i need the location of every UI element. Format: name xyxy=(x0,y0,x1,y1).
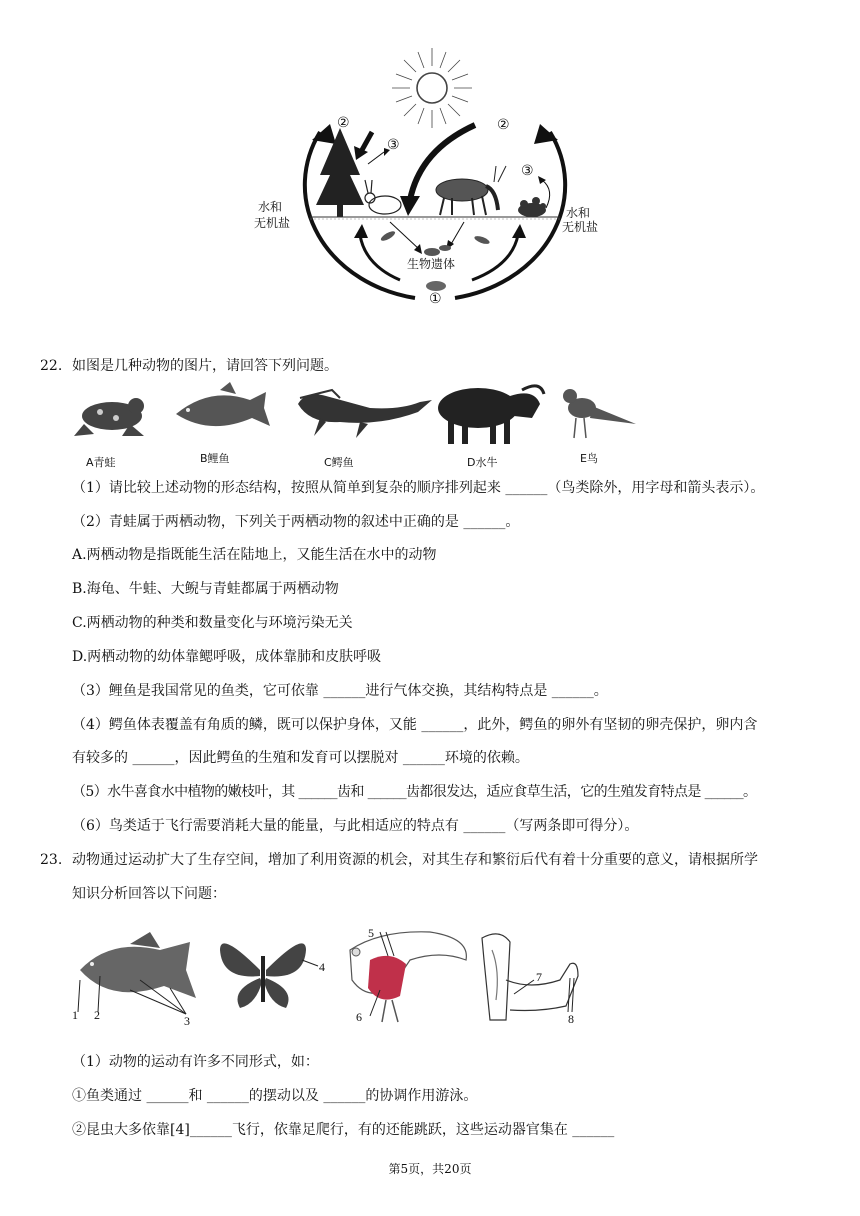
sun-icon xyxy=(392,48,472,128)
animal-figures xyxy=(70,378,650,470)
caption-bird: E鸟 xyxy=(580,452,598,465)
q22-option-c: C.两栖动物的种类和数量变化与环境污染无关 xyxy=(72,615,353,631)
label-minerals-left: 无机盐 xyxy=(254,216,291,230)
label-minerals-right: 无机盐 xyxy=(562,220,599,234)
fig-label-7: 7 xyxy=(536,970,542,984)
caption-crocodile: C鳄鱼 xyxy=(324,456,354,469)
decomposer-icon xyxy=(426,281,446,291)
goldfish-icon xyxy=(78,932,196,1014)
q23-part-1-insect: ②昆虫大多依靠[4]______飞行，依靠足爬行，有的还能跳跃，这些运动器官集在 ______ xyxy=(72,1122,615,1138)
question-22-number: 22. xyxy=(40,358,63,374)
carp-icon xyxy=(176,382,270,426)
frog-icon xyxy=(74,398,144,436)
q23-part-1: （1）动物的运动有许多不同形式，如： xyxy=(72,1054,319,1070)
question-23-stem-line-1: 动物通过运动扩大了生存空间，增加了利用资源的机会，对其生存和繁衍后代有着十分重要的意义，请根据所学 xyxy=(72,852,758,868)
pigeon-skeleton-icon xyxy=(350,932,466,1022)
butterfly-icon xyxy=(220,943,318,1008)
deer-icon xyxy=(436,166,506,215)
arm-muscle-icon xyxy=(482,934,578,1020)
fig-label-2: 2 xyxy=(94,1008,100,1022)
fig-label-5: 5 xyxy=(368,926,374,940)
crocodile-icon xyxy=(298,390,432,438)
bush-icon xyxy=(518,197,546,217)
label-water-left: 水和 xyxy=(258,200,283,214)
fig-label-4: 4 xyxy=(319,960,325,974)
label-remains: 生物遗体 xyxy=(407,257,456,271)
ecosystem-cycle-diagram xyxy=(250,40,620,315)
mark-2-right: ② xyxy=(497,117,510,133)
caption-buffalo: D水牛 xyxy=(467,456,498,469)
question-22-stem: 如图是几种动物的图片，请回答下列问题。 xyxy=(72,358,338,374)
q22-part-4-line-2: 有较多的 ______，因此鳄鱼的生殖和发育可以摆脱对 ______环境的依赖。 xyxy=(72,750,529,766)
buffalo-icon xyxy=(438,386,544,444)
fig-label-1: 1 xyxy=(72,1008,78,1022)
animal-figures-graphic xyxy=(70,378,650,448)
fig-label-8: 8 xyxy=(568,1012,574,1026)
leaf-litter-icon xyxy=(380,229,491,256)
q22-part-4-line-1: （4）鳄鱼体表覆盖有角质的鳞，既可以保护身体，又能 ______，此外，鳄鱼的卵外有坚韧的卵壳保护，卵内含 xyxy=(72,717,758,733)
bird-icon xyxy=(563,389,636,438)
q22-part-2: （2）青蛙属于两栖动物，下列关于两栖动物的叙述中正确的是 ______。 xyxy=(72,514,520,530)
fig-label-6: 6 xyxy=(356,1010,362,1024)
mark-3-right: ③ xyxy=(521,163,534,179)
label-water-right: 水和 xyxy=(566,206,591,220)
mark-2-left: ② xyxy=(337,115,350,131)
q23-part-1-fish: ①鱼类通过 ______和 ______的摆动以及 ______的协调作用游泳。 xyxy=(72,1088,478,1104)
q22-option-d: D.两栖动物的幼体靠鳃呼吸，成体靠肺和皮肤呼吸 xyxy=(72,649,382,665)
locomotion-figures xyxy=(70,920,590,1032)
rabbit-icon xyxy=(365,180,401,214)
q22-part-1: （1）请比较上述动物的形态结构，按照从简单到复杂的顺序排列起来 ______（鸟类除外，用字母和箭头表示）。 xyxy=(72,480,765,496)
locomotion-figures-graphic xyxy=(70,920,590,1032)
caption-frog: A青蛙 xyxy=(86,456,116,469)
fig-label-3: 3 xyxy=(184,1014,190,1028)
q22-part-6: （6）鸟类适于飞行需要消耗大量的能量，与此相适应的特点有 ______（写两条即可得分）。 xyxy=(72,818,639,834)
q22-option-a: A.两栖动物是指既能生活在陆地上，又能生活在水中的动物 xyxy=(72,547,437,563)
mark-3-left: ③ xyxy=(387,137,400,153)
cycle-diagram-graphic xyxy=(250,40,620,315)
question-23-number: 23. xyxy=(40,852,63,868)
mark-1: ① xyxy=(429,291,442,307)
q22-option-b: B.海龟、牛蛙、大鲵与青蛙都属于两栖动物 xyxy=(72,581,339,597)
caption-carp: B鲤鱼 xyxy=(200,452,230,465)
q22-part-5: （5）水牛喜食水中植物的嫩枝叶，其 ______齿和 ______齿都很发达，适应食草生活，它的生殖发育特点是 ______。 xyxy=(72,784,757,800)
question-23-stem-line-2: 知识分析回答以下问题： xyxy=(72,886,226,902)
q22-part-3: （3）鲤鱼是我国常见的鱼类，它可依靠 ______进行气体交换，其结构特点是 ______。 xyxy=(72,683,608,699)
page-footer: 第5页，共20页 xyxy=(388,1162,472,1176)
